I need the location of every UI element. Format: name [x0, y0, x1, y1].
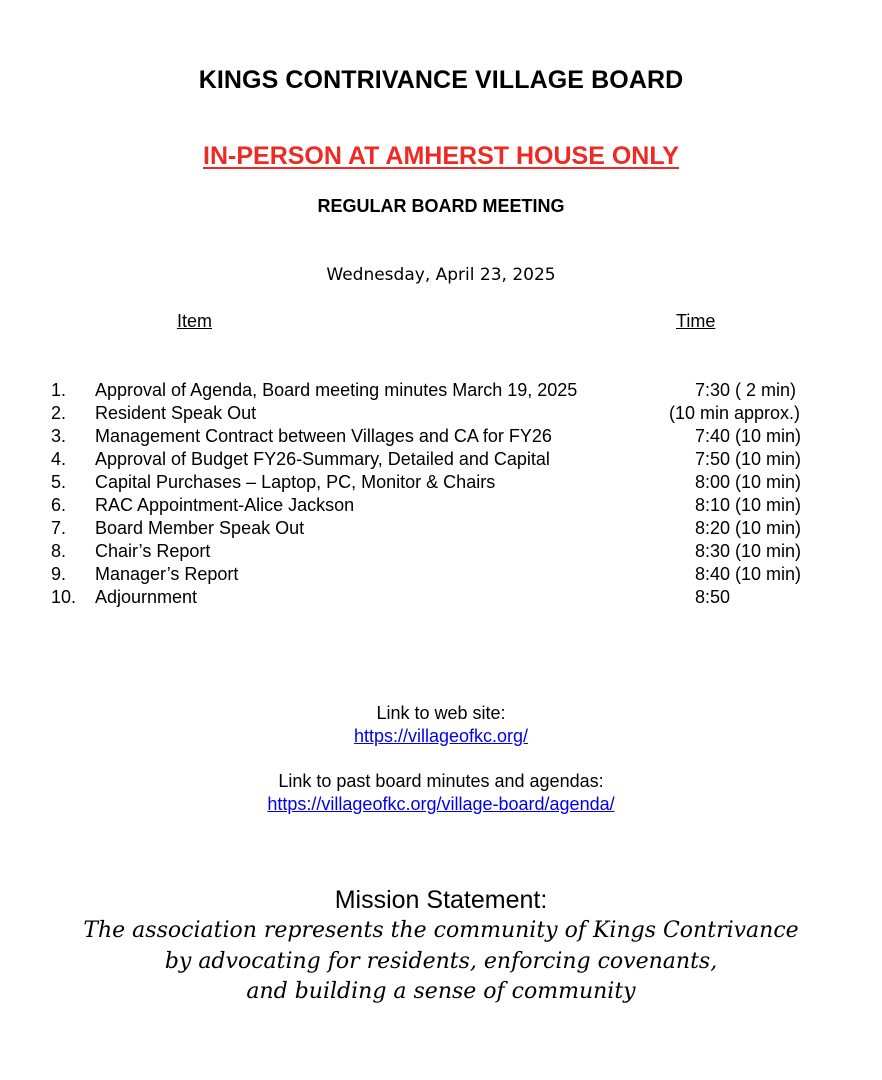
agenda-item-time: 7:40 (10 min) [695, 426, 802, 446]
agenda-item [0, 379, 882, 402]
location-notice: IN-PERSON AT AMHERST HOUSE ONLY [203, 142, 679, 170]
column-header-item: Item [177, 311, 213, 331]
agenda-item-text: Manager’s Report [95, 564, 239, 584]
agenda-item-time: (10 min approx.) [669, 403, 801, 423]
agenda-item-time: 8:40 (10 min) [695, 564, 802, 584]
agenda-item [0, 563, 882, 586]
agenda-item-number: 2. [51, 403, 67, 423]
agenda-item-time: 7:50 (10 min) [695, 449, 802, 469]
agenda-item [0, 448, 882, 471]
agenda-item-text: Adjournment [95, 587, 198, 607]
column-header-time: Time [676, 311, 716, 331]
agenda-item-text: Approval of Agenda, Board meeting minutes March 19, 2025 [95, 380, 578, 400]
agenda-item-number: 10. [51, 587, 77, 607]
agenda-item-time: 8:20 (10 min) [695, 518, 802, 538]
agenda-item-text: Management Contract between Villages and CA for FY26 [95, 426, 552, 446]
agenda-item-number: 5. [51, 472, 67, 492]
agenda-item-text: Board Member Speak Out [95, 518, 305, 538]
agenda-item-text: Resident Speak Out [95, 403, 257, 423]
agenda-list [0, 379, 882, 609]
agenda-item-number: 9. [51, 564, 67, 584]
agenda-item [0, 517, 882, 540]
agenda-item-number: 8. [51, 541, 67, 561]
agenda-item-number: 6. [51, 495, 67, 515]
agenda-item-text: Chair’s Report [95, 541, 211, 561]
agenda-item-time: 8:50 [695, 587, 731, 607]
minutes-link-label: Link to past board minutes and agendas: [278, 771, 604, 791]
agenda-item [0, 471, 882, 494]
page-title: KINGS CONTRIVANCE VILLAGE BOARD [198, 66, 684, 94]
website-link-container [0, 726, 882, 747]
minutes-link-container [0, 794, 882, 815]
meeting-date: Wednesday, April 23, 2025 [326, 265, 556, 285]
mission-line: and building a sense of community [246, 979, 636, 1004]
agenda-item-time: 7:30 ( 2 min) [695, 380, 797, 400]
mission-heading: Mission Statement: [334, 886, 548, 914]
agenda-item-number: 1. [51, 380, 67, 400]
agenda-item [0, 586, 882, 609]
agenda-item-number: 7. [51, 518, 67, 538]
agenda-item-text: Approval of Budget FY26-Summary, Detailed and Capital [95, 449, 550, 469]
agenda-item-text: Capital Purchases – Laptop, PC, Monitor & Chairs [95, 472, 496, 492]
agenda-item [0, 540, 882, 563]
agenda-item [0, 425, 882, 448]
mission-line: The association represents the community of Kings Contrivance [83, 918, 799, 943]
agenda-item-time: 8:00 (10 min) [695, 472, 802, 492]
agenda-item-number: 4. [51, 449, 67, 469]
agenda-item-time: 8:30 (10 min) [695, 541, 802, 561]
agenda-item-text: RAC Appointment-Alice Jackson [95, 495, 355, 515]
website-link-label: Link to web site: [376, 703, 506, 723]
agenda-item [0, 402, 882, 425]
agenda-item-number: 3. [51, 426, 67, 446]
meeting-type: REGULAR BOARD MEETING [317, 196, 565, 216]
minutes-link[interactable]: https://villageofkc.org/village-board/agenda/ [267, 794, 615, 814]
website-link[interactable]: https://villageofkc.org/ [353, 726, 529, 746]
mission-line: by advocating for residents, enforcing covenants, [164, 949, 718, 974]
agenda-item [0, 494, 882, 517]
agenda-item-time: 8:10 (10 min) [695, 495, 802, 515]
